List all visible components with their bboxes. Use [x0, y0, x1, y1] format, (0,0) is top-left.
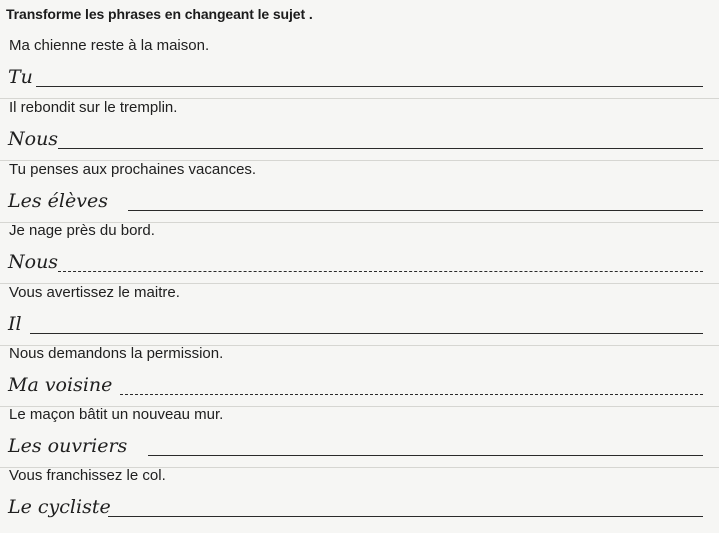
exercise-item [0, 37, 719, 99]
source-sentence: Vous avertissez le maitre. [9, 284, 180, 301]
answer-row [0, 432, 719, 466]
new-subject-label: Tu [8, 66, 33, 88]
answer-write-line[interactable] [120, 394, 703, 395]
answer-row [0, 248, 719, 282]
exercise-item [0, 99, 719, 161]
answer-write-line[interactable] [148, 455, 703, 456]
exercise-item [0, 467, 719, 529]
answer-write-line[interactable] [36, 86, 703, 87]
source-sentence: Tu penses aux prochaines vacances. [9, 161, 257, 178]
answer-row [0, 187, 719, 221]
new-subject-label: Les élèves [8, 190, 108, 212]
answer-write-line[interactable] [108, 516, 703, 517]
answer-row [0, 125, 719, 159]
new-subject-label: Il [8, 313, 22, 335]
source-sentence: Le maçon bâtit un nouveau mur. [9, 406, 224, 423]
instruction-title: Transforme les phrases en changeant le sujet . [6, 6, 313, 22]
answer-write-line[interactable] [58, 148, 703, 149]
answer-row [0, 371, 719, 405]
source-sentence: Je nage près du bord. [9, 222, 155, 239]
exercise-item [0, 406, 719, 468]
source-sentence: Il rebondit sur le tremplin. [9, 99, 178, 116]
source-sentence: Nous demandons la permission. [9, 345, 224, 362]
exercise-item [0, 222, 719, 284]
exercise-item [0, 284, 719, 346]
answer-row [0, 63, 719, 97]
new-subject-label: Nous [8, 251, 59, 273]
answer-row [0, 310, 719, 344]
exercise-item [0, 161, 719, 223]
source-sentence: Vous franchissez le col. [9, 467, 166, 484]
new-subject-label: Le cycliste [8, 496, 111, 518]
answer-write-line[interactable] [128, 210, 703, 211]
source-sentence: Ma chienne reste à la maison. [9, 37, 210, 54]
answer-write-line[interactable] [58, 271, 703, 272]
new-subject-label: Nous [8, 128, 59, 150]
answer-write-line[interactable] [30, 333, 703, 334]
answer-row [0, 493, 719, 527]
new-subject-label: Les ouvriers [8, 435, 128, 457]
exercise-item [0, 345, 719, 407]
new-subject-label: Ma voisine [8, 374, 113, 396]
